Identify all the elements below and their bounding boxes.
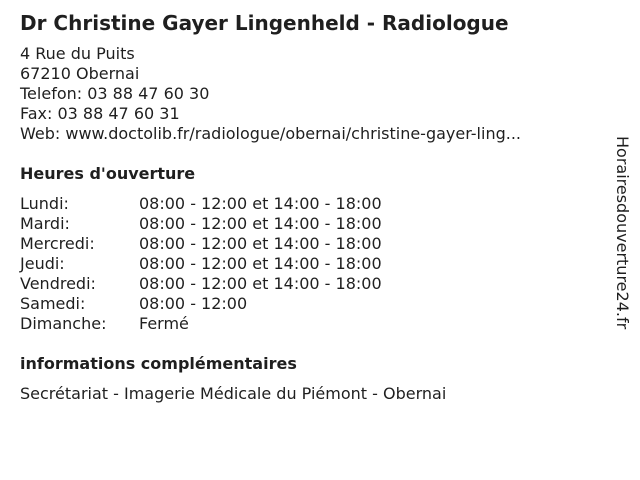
address-line-2: 67210 Obernai xyxy=(20,64,140,83)
site-watermark: Horairesdouverture24.fr xyxy=(613,136,632,330)
hours-heading: Heures d'ouverture xyxy=(20,164,196,183)
day-label: Dimanche: xyxy=(20,314,107,333)
day-label: Lundi: xyxy=(20,194,69,213)
hours-row-tuesday xyxy=(20,214,382,234)
hours-row-friday xyxy=(20,274,382,294)
hours-table xyxy=(20,194,382,334)
hours-row-sunday xyxy=(20,314,382,334)
day-hours: 08:00 - 12:00 et 14:00 - 18:00 xyxy=(139,274,382,293)
fax-line: Fax: 03 88 47 60 31 xyxy=(20,104,180,123)
contact-details xyxy=(20,44,521,144)
hours-row-saturday xyxy=(20,294,382,314)
phone-line: Telefon: 03 88 47 60 30 xyxy=(20,84,210,103)
address-line-1: 4 Rue du Puits xyxy=(20,44,135,63)
day-label: Samedi: xyxy=(20,294,86,313)
hours-row-thursday xyxy=(20,254,382,274)
day-hours: 08:00 - 12:00 xyxy=(139,294,248,313)
web-line: Web: www.doctolib.fr/radiologue/obernai/christine-gayer-ling... xyxy=(20,124,521,143)
day-hours: 08:00 - 12:00 et 14:00 - 18:00 xyxy=(139,234,382,253)
day-label: Jeudi: xyxy=(20,254,65,273)
info-heading: informations complémentaires xyxy=(20,354,297,373)
day-hours: 08:00 - 12:00 et 14:00 - 18:00 xyxy=(139,214,382,233)
day-label: Mercredi: xyxy=(20,234,95,253)
hours-row-monday xyxy=(20,194,382,214)
day-hours: 08:00 - 12:00 et 14:00 - 18:00 xyxy=(139,254,382,273)
day-hours: Fermé xyxy=(139,314,189,333)
day-label: Mardi: xyxy=(20,214,70,233)
day-hours: 08:00 - 12:00 et 14:00 - 18:00 xyxy=(139,194,382,213)
day-label: Vendredi: xyxy=(20,274,96,293)
page-title: Dr Christine Gayer Lingenheld - Radiologue xyxy=(20,11,509,35)
info-text: Secrétariat - Imagerie Médicale du Piémont - Obernai xyxy=(20,384,447,403)
hours-row-wednesday xyxy=(20,234,382,254)
